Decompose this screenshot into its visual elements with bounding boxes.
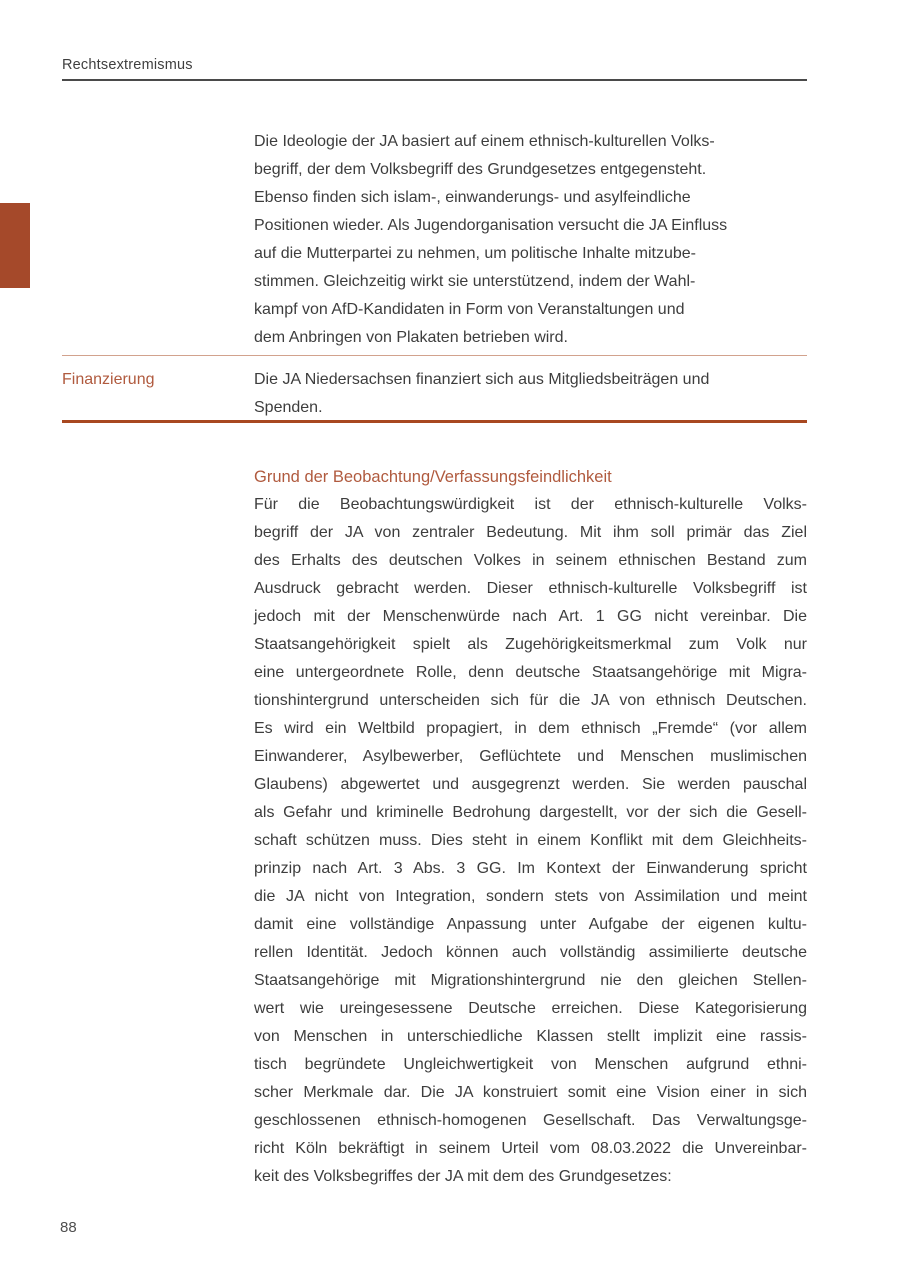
text-line: damit eine vollständige Anpassung unter Aufgabe der eigenen kultu- — [254, 916, 807, 933]
text-line: stimmen. Gleichzeitig wirkt sie unterstützend, indem der Wahl- — [254, 273, 696, 290]
text-line: Einwanderer, Asylbewerber, Geflüchtete und Menschen muslimischen — [254, 748, 807, 765]
text-line: dem Anbringen von Plakaten betrieben wird. — [254, 329, 568, 346]
section-divider-rule — [62, 420, 807, 423]
text-line: scher Merkmale dar. Die JA konstruiert somit eine Vision einer in sich — [254, 1084, 807, 1101]
text-line: Glaubens) abgewertet und ausgegrenzt werden. Sie werden pauschal — [254, 776, 807, 793]
text-line: Ebenso finden sich islam-, einwanderungs- und asylfeindliche — [254, 189, 691, 206]
finanzierung-row-divider-top — [62, 355, 807, 356]
text-line: Die JA Niedersachsen finanziert sich aus Mitgliedsbeiträgen und — [254, 371, 710, 388]
text-line: Für die Beobachtungswürdigkeit ist der ethnisch-kulturelle Volks- — [254, 496, 807, 513]
header-rule-divider — [62, 79, 807, 81]
running-header: Rechtsextremismus — [62, 57, 193, 73]
page-number: 88 — [60, 1219, 77, 1236]
text-line: prinzip nach Art. 3 Abs. 3 GG. Im Kontext der Einwanderung spricht — [254, 860, 807, 877]
text-line: rellen Identität. Jedoch können auch vollständig assimilierte deutsche — [254, 944, 807, 961]
text-line: des Erhalts des deutschen Volkes in seinem ethnischen Bestand zum — [254, 552, 807, 569]
text-line: eine untergeordnete Rolle, denn deutsche Staatsangehörige mit Migra- — [254, 664, 807, 681]
text-line: die JA nicht von Integration, sondern stets von Assimilation und meint — [254, 888, 807, 905]
text-line: begriff der JA von zentraler Bedeutung. Mit ihm soll primär das Ziel — [254, 524, 807, 541]
chapter-marker-tab — [0, 203, 30, 288]
text-line: Positionen wieder. Als Jugendorganisation versucht die JA Einfluss — [254, 217, 728, 234]
text-line: von Menschen in unterschiedliche Klassen stellt implizit eine rassis- — [254, 1028, 807, 1045]
text-line: schaft schützen muss. Dies steht in einem Konflikt mit dem Gleichheits- — [254, 832, 807, 849]
observation-section — [254, 463, 807, 1191]
text-line: auf die Mutterpartei zu nehmen, um politische Inhalte mitzube- — [254, 245, 697, 262]
text-line: tionshintergrund unterscheiden sich für die JA von ethnisch Deutschen. — [254, 692, 807, 709]
text-line: jedoch mit der Menschenwürde nach Art. 1 GG nicht vereinbar. Die — [254, 608, 807, 625]
text-line: keit des Volksbegriffes der JA mit dem des Grundgesetzes: — [254, 1168, 672, 1185]
text-line: Es wird ein Weltbild propagiert, in dem ethnisch „Fremde“ (vor allem — [254, 720, 807, 737]
finanzierung-text — [254, 366, 807, 422]
text-line: Spenden. — [254, 399, 323, 416]
text-line: Ausdruck gebracht werden. Dieser ethnisch-kulturelle Volksbegriff ist — [254, 580, 807, 597]
intro-paragraph — [254, 128, 807, 352]
section-body-paragraph — [254, 491, 807, 1191]
text-line: kampf von AfD-Kandidaten in Form von Veranstaltungen und — [254, 301, 685, 318]
text-line: Staatsangehörige mit Migrationshintergrund nie den gleichen Stellen- — [254, 972, 807, 989]
text-line: geschlossenen ethnisch-homogenen Gesellschaft. Das Verwaltungsge- — [254, 1112, 807, 1129]
text-line: richt Köln bekräftigt in seinem Urteil vom 08.03.2022 die Unvereinbar- — [254, 1140, 807, 1157]
text-line: wert wie ureingesessene Deutsche erreichen. Diese Kategorisierung — [254, 1000, 807, 1017]
text-line: tisch begründete Ungleichwertigkeit von Menschen aufgrund ethni- — [254, 1056, 807, 1073]
text-line: Die Ideologie der JA basiert auf einem ethnisch-kulturellen Volks- — [254, 133, 715, 150]
text-line: Staatsangehörigkeit spielt als Zugehörigkeitsmerkmal zum Volk nur — [254, 636, 807, 653]
section-heading: Grund der Beobachtung/Verfassungsfeindlichkeit — [254, 468, 612, 486]
text-line: begriff, der dem Volksbegriff des Grundgesetzes entgegensteht. — [254, 161, 707, 178]
text-line: als Gefahr und kriminelle Bedrohung dargestellt, vor der sich die Gesell- — [254, 804, 807, 821]
finanzierung-label: Finanzierung — [62, 371, 155, 388]
